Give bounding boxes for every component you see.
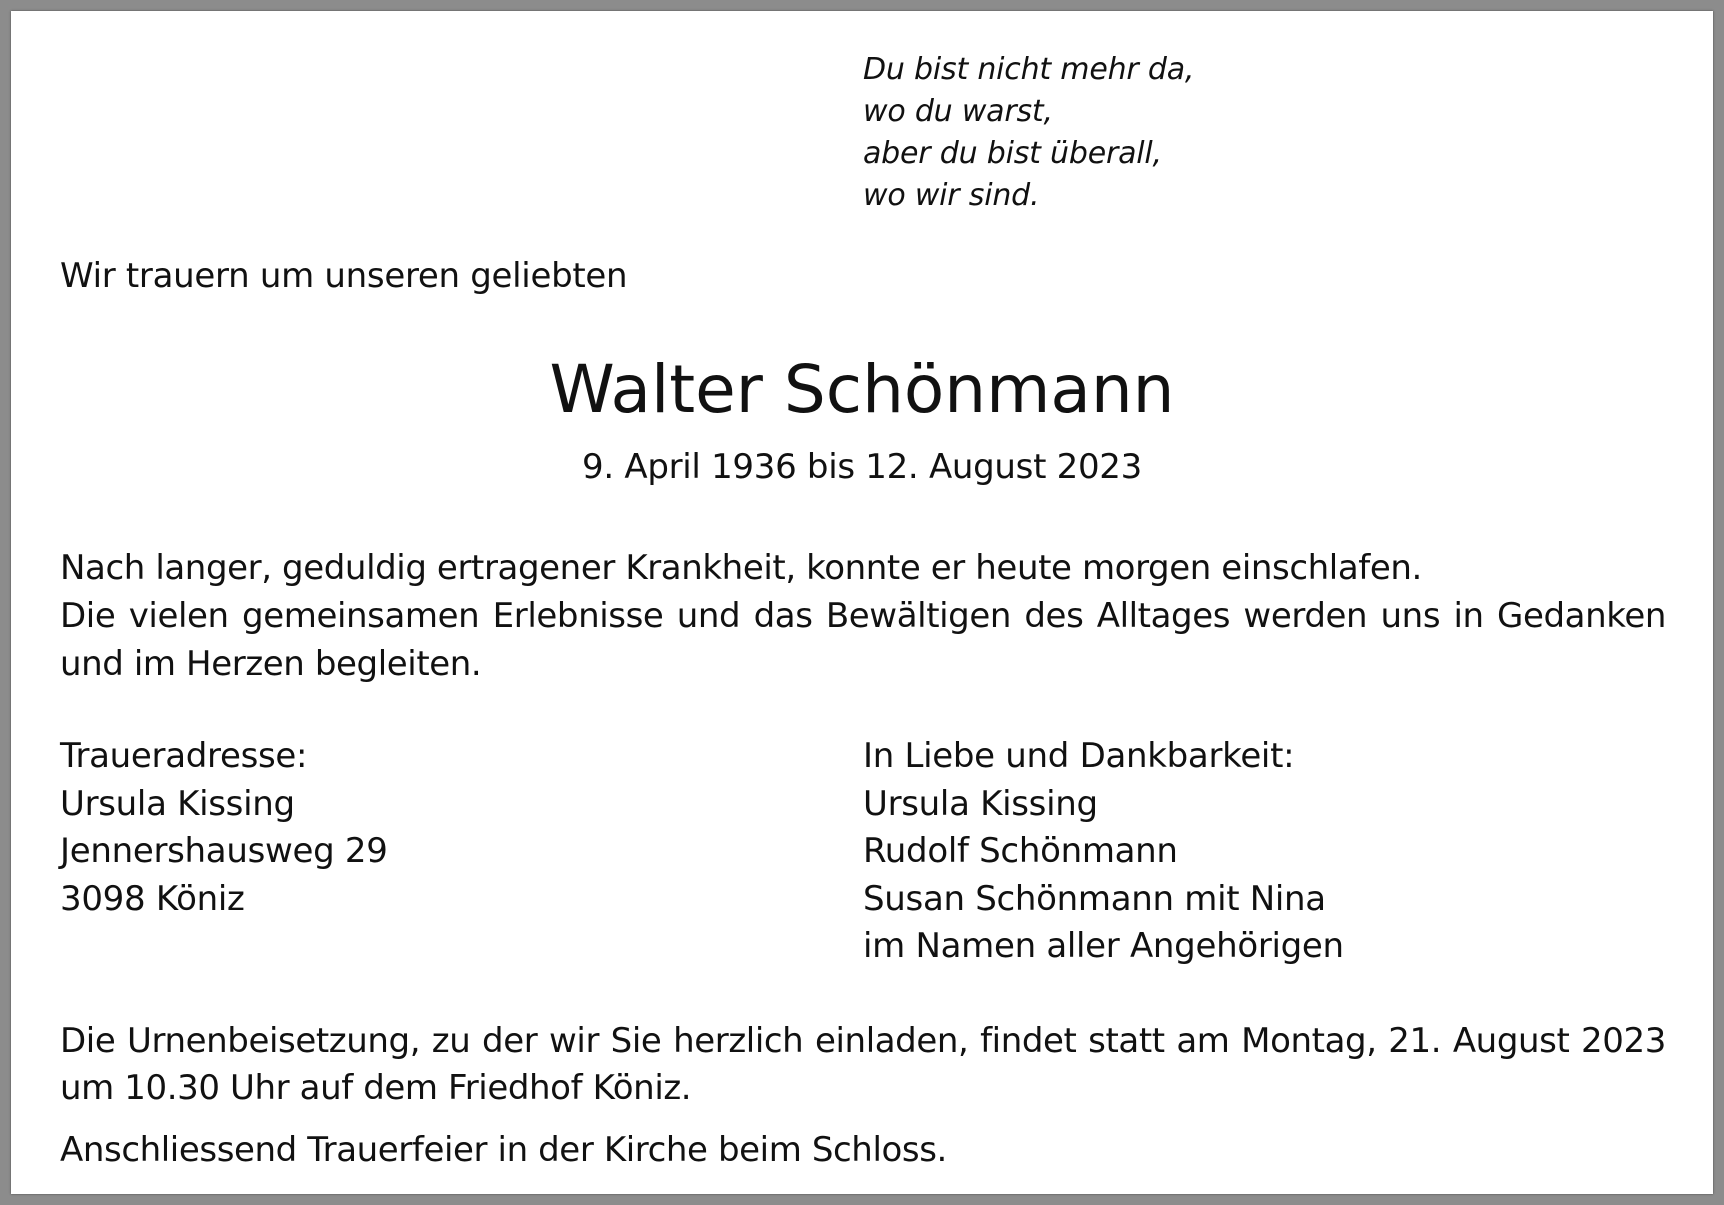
deceased-name: Walter Schönmann: [549, 351, 1175, 428]
mourning-address: [60, 733, 388, 923]
mourners-list: [863, 733, 1344, 971]
deceased-dates: 9. April 1936 bis 12. August 2023: [582, 447, 1142, 487]
message-paragraph: [60, 544, 1666, 688]
burial-line: um 10.30 Uhr auf dem Friedhof Köniz.: [60, 1068, 692, 1108]
poem-line: Du bist nicht mehr da,: [863, 52, 1195, 87]
poem-line: wo wir sind.: [863, 178, 1040, 213]
message-line: Nach langer, geduldig ertragener Krankheit, konnte er heute morgen einschlafen.: [60, 548, 1422, 588]
burial-line: Die Urnenbeisetzung, zu der wir Sie herzlich einladen, findet statt am Montag, 21. August 2023: [60, 1021, 1666, 1061]
poem-line: wo du warst,: [863, 94, 1053, 129]
mourner-name: Rudolf Schönmann: [863, 831, 1178, 871]
burial-info: [60, 1018, 1666, 1112]
obituary-card: [11, 11, 1713, 1194]
address-line: Jennershausweg 29: [60, 831, 388, 871]
address-heading: Traueradresse:: [60, 736, 308, 776]
mourners-heading: In Liebe und Dankbarkeit:: [863, 736, 1295, 776]
address-line: Ursula Kissing: [60, 783, 295, 824]
mourner-name: Ursula Kissing: [863, 783, 1098, 824]
message-line: und im Herzen begleiten.: [60, 644, 482, 684]
poem: [863, 49, 1194, 217]
ceremony-info: Anschliessend Trauerfeier in der Kirche beim Schloss.: [60, 1130, 947, 1170]
mourner-name: Susan Schönmann mit Nina: [863, 878, 1326, 919]
poem-line: aber du bist überall,: [863, 136, 1162, 171]
mourner-name: im Namen aller Angehörigen: [863, 926, 1344, 966]
address-line: 3098 Köniz: [60, 878, 245, 919]
message-line: Die vielen gemeinsamen Erlebnisse und das Bewältigen des Alltages werden uns in Gedanken: [60, 596, 1666, 636]
intro-text: Wir trauern um unseren geliebten: [60, 256, 628, 296]
